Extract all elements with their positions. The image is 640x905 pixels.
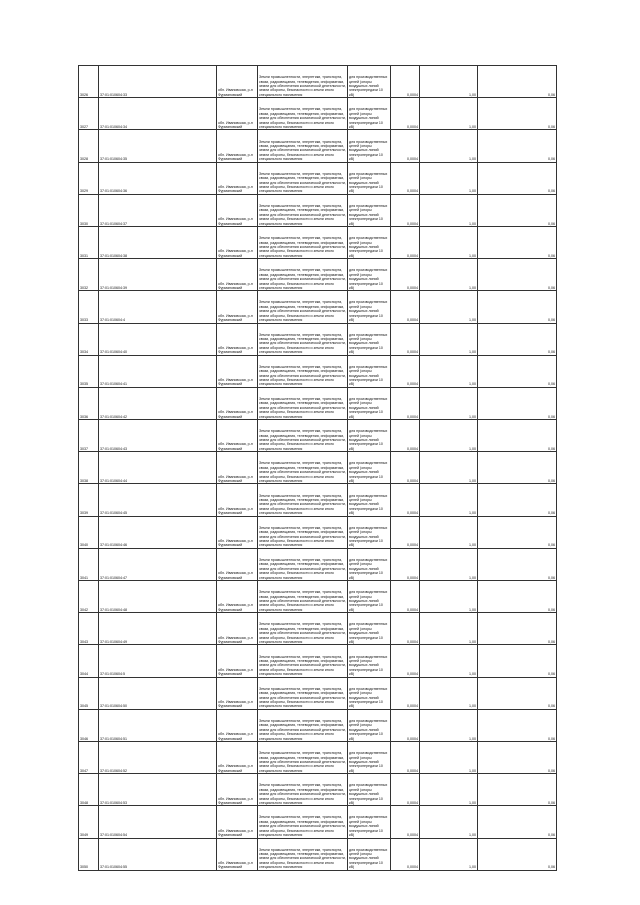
table-row [79,259,557,291]
value1-cell: 1,00 [420,484,478,516]
address-cell: обл. Ивановская, р-н Фурмановский [217,162,258,194]
land-category-cell: Земли промышленности, энергетики, транспорта, связи, радиовещания, телевидения, информатики, земли для обеспечения космической деятельности, земли обороны, безопасности и земли иного специального назначения [258,645,348,677]
table-row [79,130,557,162]
row-number-cell: 3041 [79,548,99,580]
value1-cell: 1,00 [420,66,478,98]
permitted-use-cell: для производственных целей (опоры воздушных линий электропередачи 10 кВ) [348,774,391,806]
table-row [79,806,557,838]
value2-cell: 0,06 [478,548,557,580]
row-number-cell: 3036 [79,387,99,419]
value2-cell: 0,06 [478,484,557,516]
area-cell: 0,0004 [391,774,420,806]
area-cell: 0,0004 [391,291,420,323]
value1-cell: 1,00 [420,516,478,548]
area-cell: 0,0004 [391,484,420,516]
permitted-use-cell: для производственных целей (опоры воздушных линий электропередачи 10 кВ) [348,548,391,580]
area-cell: 0,0004 [391,162,420,194]
table-row [79,581,557,613]
cadastral-number-cell: 37:01:010604:33 [99,66,217,98]
address-cell: обл. Ивановская, р-н Фурмановский [217,323,258,355]
permitted-use-cell: для производственных целей (опоры воздушных линий электропередачи 10 кВ) [348,162,391,194]
land-category-cell: Земли промышленности, энергетики, транспорта, связи, радиовещания, телевидения, информатики, земли для обеспечения космической деятельности, земли обороны, безопасности и земли иного специального назначения [258,677,348,709]
area-cell: 0,0004 [391,323,420,355]
permitted-use-cell: для производственных целей (опоры воздушных линий электропередачи 10 кВ) [348,355,391,387]
permitted-use-cell: для производственных целей (опоры воздушных линий электропередачи 10 кВ) [348,581,391,613]
table-row [79,194,557,226]
cadastral-number-cell: 37:01:010604:50 [99,677,217,709]
row-number-cell: 3042 [79,581,99,613]
permitted-use-cell: для производственных целей (опоры воздушных линий электропередачи 10 кВ) [348,806,391,838]
land-category-cell: Земли промышленности, энергетики, транспорта, связи, радиовещания, телевидения, информатики, земли для обеспечения космической деятельности, земли обороны, безопасности и земли иного специального назначения [258,130,348,162]
row-number-cell: 3032 [79,259,99,291]
permitted-use-cell: для производственных целей (опоры воздушных линий электропередачи 10 кВ) [348,291,391,323]
permitted-use-cell: для производственных целей (опоры воздушных линий электропередачи 10 кВ) [348,66,391,98]
value2-cell: 0,06 [478,259,557,291]
cadastral-number-cell: 37:01:010604:40 [99,323,217,355]
address-cell: обл. Ивановская, р-н Фурмановский [217,98,258,130]
table-row [79,516,557,548]
land-category-cell: Земли промышленности, энергетики, транспорта, связи, радиовещания, телевидения, информатики, земли для обеспечения космической деятельности, земли обороны, безопасности и земли иного специального назначения [258,98,348,130]
permitted-use-cell: для производственных целей (опоры воздушных линий электропередачи 10 кВ) [348,420,391,452]
area-cell: 0,0004 [391,420,420,452]
value2-cell: 0,06 [478,226,557,258]
area-cell: 0,0004 [391,677,420,709]
row-number-cell: 3047 [79,741,99,773]
area-cell: 0,0004 [391,838,420,870]
land-category-cell: Земли промышленности, энергетики, транспорта, связи, радиовещания, телевидения, информатики, земли для обеспечения космической деятельности, земли обороны, безопасности и земли иного специального назначения [258,452,348,484]
cadastral-number-cell: 37:01:010604:38 [99,226,217,258]
value1-cell: 1,00 [420,452,478,484]
table-row [79,98,557,130]
row-number-cell: 3044 [79,645,99,677]
cadastral-number-cell: 37:01:010604:45 [99,484,217,516]
permitted-use-cell: для производственных целей (опоры воздушных линий электропередачи 10 кВ) [348,677,391,709]
value1-cell: 1,00 [420,226,478,258]
land-category-cell: Земли промышленности, энергетики, транспорта, связи, радиовещания, телевидения, информатики, земли для обеспечения космической деятельности, земли обороны, безопасности и земли иного специального назначения [258,774,348,806]
address-cell: обл. Ивановская, р-н Фурмановский [217,259,258,291]
land-category-cell: Земли промышленности, энергетики, транспорта, связи, радиовещания, телевидения, информатики, земли для обеспечения космической деятельности, земли обороны, безопасности и земли иного специального назначения [258,387,348,419]
area-cell: 0,0004 [391,98,420,130]
cadastral-number-cell: 37:01:010604:47 [99,548,217,580]
cadastral-number-cell: 37:01:010604:37 [99,194,217,226]
land-plots-table [78,65,557,871]
cadastral-number-cell: 37:01:010604:55 [99,838,217,870]
table-row [79,355,557,387]
row-number-cell: 3050 [79,838,99,870]
table-row [79,484,557,516]
row-number-cell: 3027 [79,98,99,130]
table-row [79,709,557,741]
area-cell: 0,0004 [391,806,420,838]
land-category-cell: Земли промышленности, энергетики, транспорта, связи, радиовещания, телевидения, информатики, земли для обеспечения космической деятельности, земли обороны, безопасности и земли иного специального назначения [258,162,348,194]
cadastral-number-cell: 37:01:010604:39 [99,259,217,291]
value2-cell: 0,06 [478,66,557,98]
value2-cell: 0,06 [478,130,557,162]
value1-cell: 1,00 [420,677,478,709]
value1-cell: 1,00 [420,98,478,130]
row-number-cell: 3048 [79,774,99,806]
area-cell: 0,0004 [391,613,420,645]
permitted-use-cell: для производственных целей (опоры воздушных линий электропередачи 10 кВ) [348,452,391,484]
cadastral-number-cell: 37:01:010604:41 [99,355,217,387]
table-row [79,162,557,194]
address-cell: обл. Ивановская, р-н Фурмановский [217,226,258,258]
cadastral-number-cell: 37:01:010604:49 [99,613,217,645]
address-cell: обл. Ивановская, р-н Фурмановский [217,581,258,613]
table-row [79,741,557,773]
area-cell: 0,0004 [391,387,420,419]
address-cell: обл. Ивановская, р-н Фурмановский [217,774,258,806]
land-category-cell: Земли промышленности, энергетики, транспорта, связи, радиовещания, телевидения, информатики, земли для обеспечения космической деятельности, земли обороны, безопасности и земли иного специального назначения [258,741,348,773]
cadastral-number-cell: 37:01:010604:54 [99,806,217,838]
address-cell: обл. Ивановская, р-н Фурмановский [217,838,258,870]
land-category-cell: Земли промышленности, энергетики, транспорта, связи, радиовещания, телевидения, информатики, земли для обеспечения космической деятельности, земли обороны, безопасности и земли иного специального назначения [258,613,348,645]
table-row [79,66,557,98]
value1-cell: 1,00 [420,806,478,838]
cadastral-number-cell: 37:01:010604:4 [99,291,217,323]
value2-cell: 0,06 [478,387,557,419]
address-cell: обл. Ивановская, р-н Фурмановский [217,387,258,419]
row-number-cell: 3049 [79,806,99,838]
address-cell: обл. Ивановская, р-н Фурмановский [217,516,258,548]
land-category-cell: Земли промышленности, энергетики, транспорта, связи, радиовещания, телевидения, информатики, земли для обеспечения космической деятельности, земли обороны, безопасности и земли иного специального назначения [258,66,348,98]
area-cell: 0,0004 [391,645,420,677]
value1-cell: 1,00 [420,613,478,645]
permitted-use-cell: для производственных целей (опоры воздушных линий электропередачи 10 кВ) [348,130,391,162]
address-cell: обл. Ивановская, р-н Фурмановский [217,677,258,709]
permitted-use-cell: для производственных целей (опоры воздушных линий электропередачи 10 кВ) [348,226,391,258]
area-cell: 0,0004 [391,259,420,291]
row-number-cell: 3040 [79,516,99,548]
row-number-cell: 3031 [79,226,99,258]
value2-cell: 0,06 [478,838,557,870]
value2-cell: 0,06 [478,645,557,677]
table-row [79,452,557,484]
value1-cell: 1,00 [420,420,478,452]
value1-cell: 1,00 [420,838,478,870]
value1-cell: 1,00 [420,355,478,387]
value2-cell: 0,06 [478,98,557,130]
table-row [79,677,557,709]
cadastral-number-cell: 37:01:010604:53 [99,774,217,806]
cadastral-number-cell: 37:01:010604:51 [99,709,217,741]
table-row [79,838,557,870]
permitted-use-cell: для производственных целей (опоры воздушных линий электропередачи 10 кВ) [348,838,391,870]
permitted-use-cell: для производственных целей (опоры воздушных линий электропередачи 10 кВ) [348,323,391,355]
address-cell: обл. Ивановская, р-н Фурмановский [217,613,258,645]
permitted-use-cell: для производственных целей (опоры воздушных линий электропередачи 10 кВ) [348,98,391,130]
cadastral-number-cell: 37:01:010604:35 [99,130,217,162]
area-cell: 0,0004 [391,66,420,98]
value2-cell: 0,06 [478,741,557,773]
value2-cell: 0,06 [478,709,557,741]
cadastral-number-cell: 37:01:010604:46 [99,516,217,548]
cadastral-number-cell: 37:01:010604:48 [99,581,217,613]
table-row [79,387,557,419]
permitted-use-cell: для производственных целей (опоры воздушных линий электропередачи 10 кВ) [348,709,391,741]
address-cell: обл. Ивановская, р-н Фурмановский [217,806,258,838]
value2-cell: 0,06 [478,774,557,806]
land-category-cell: Земли промышленности, энергетики, транспорта, связи, радиовещания, телевидения, информатики, земли для обеспечения космической деятельности, земли обороны, безопасности и земли иного специального назначения [258,323,348,355]
cadastral-number-cell: 37:01:010604:44 [99,452,217,484]
table-row [79,291,557,323]
value2-cell: 0,06 [478,581,557,613]
table-row [79,420,557,452]
value1-cell: 1,00 [420,130,478,162]
row-number-cell: 3045 [79,677,99,709]
table-row [79,548,557,580]
row-number-cell: 3043 [79,613,99,645]
value2-cell: 0,06 [478,806,557,838]
table-body [79,66,557,871]
value2-cell: 0,06 [478,613,557,645]
value1-cell: 1,00 [420,387,478,419]
address-cell: обл. Ивановская, р-н Фурмановский [217,484,258,516]
land-category-cell: Земли промышленности, энергетики, транспорта, связи, радиовещания, телевидения, информатики, земли для обеспечения космической деятельности, земли обороны, безопасности и земли иного специального назначения [258,355,348,387]
value2-cell: 0,06 [478,420,557,452]
cadastral-number-cell: 37:01:010604:34 [99,98,217,130]
value2-cell: 0,06 [478,677,557,709]
permitted-use-cell: для производственных целей (опоры воздушных линий электропередачи 10 кВ) [348,259,391,291]
row-number-cell: 3033 [79,291,99,323]
land-category-cell: Земли промышленности, энергетики, транспорта, связи, радиовещания, телевидения, информатики, земли для обеспечения космической деятельности, земли обороны, безопасности и земли иного специального назначения [258,709,348,741]
value1-cell: 1,00 [420,645,478,677]
permitted-use-cell: для производственных целей (опоры воздушных линий электропередачи 10 кВ) [348,741,391,773]
address-cell: обл. Ивановская, р-н Фурмановский [217,194,258,226]
address-cell: обл. Ивановская, р-н Фурмановский [217,548,258,580]
value1-cell: 1,00 [420,741,478,773]
land-category-cell: Земли промышленности, энергетики, транспорта, связи, радиовещания, телевидения, информатики, земли для обеспечения космической деятельности, земли обороны, безопасности и земли иного специального назначения [258,259,348,291]
address-cell: обл. Ивановская, р-н Фурмановский [217,420,258,452]
area-cell: 0,0004 [391,194,420,226]
permitted-use-cell: для производственных целей (опоры воздушных линий электропередачи 10 кВ) [348,645,391,677]
area-cell: 0,0004 [391,516,420,548]
cadastral-number-cell: 37:01:010604:36 [99,162,217,194]
table-row [79,645,557,677]
land-category-cell: Земли промышленности, энергетики, транспорта, связи, радиовещания, телевидения, информатики, земли для обеспечения космической деятельности, земли обороны, безопасности и земли иного специального назначения [258,806,348,838]
value1-cell: 1,00 [420,581,478,613]
address-cell: обл. Ивановская, р-н Фурмановский [217,741,258,773]
permitted-use-cell: для производственных целей (опоры воздушных линий электропередачи 10 кВ) [348,194,391,226]
value2-cell: 0,06 [478,355,557,387]
value2-cell: 0,06 [478,291,557,323]
area-cell: 0,0004 [391,548,420,580]
land-category-cell: Земли промышленности, энергетики, транспорта, связи, радиовещания, телевидения, информатики, земли для обеспечения космической деятельности, земли обороны, безопасности и земли иного специального назначения [258,420,348,452]
row-number-cell: 3035 [79,355,99,387]
document-sheet [78,65,556,871]
table-row [79,323,557,355]
value1-cell: 1,00 [420,259,478,291]
row-number-cell: 3037 [79,420,99,452]
value2-cell: 0,06 [478,516,557,548]
value1-cell: 1,00 [420,291,478,323]
land-category-cell: Земли промышленности, энергетики, транспорта, связи, радиовещания, телевидения, информатики, земли для обеспечения космической деятельности, земли обороны, безопасности и земли иного специального назначения [258,581,348,613]
land-category-cell: Земли промышленности, энергетики, транспорта, связи, радиовещания, телевидения, информатики, земли для обеспечения космической деятельности, земли обороны, безопасности и земли иного специального назначения [258,226,348,258]
area-cell: 0,0004 [391,130,420,162]
cadastral-number-cell: 37:01:010604:5 [99,645,217,677]
land-category-cell: Земли промышленности, энергетики, транспорта, связи, радиовещания, телевидения, информатики, земли для обеспечения космической деятельности, земли обороны, безопасности и земли иного специального назначения [258,291,348,323]
cadastral-number-cell: 37:01:010604:52 [99,741,217,773]
value1-cell: 1,00 [420,548,478,580]
cadastral-number-cell: 37:01:010604:43 [99,420,217,452]
area-cell: 0,0004 [391,226,420,258]
land-category-cell: Земли промышленности, энергетики, транспорта, связи, радиовещания, телевидения, информатики, земли для обеспечения космической деятельности, земли обороны, безопасности и земли иного специального назначения [258,548,348,580]
row-number-cell: 3028 [79,130,99,162]
value2-cell: 0,06 [478,452,557,484]
land-category-cell: Земли промышленности, энергетики, транспорта, связи, радиовещания, телевидения, информатики, земли для обеспечения космической деятельности, земли обороны, безопасности и земли иного специального назначения [258,194,348,226]
row-number-cell: 3046 [79,709,99,741]
table-row [79,226,557,258]
value1-cell: 1,00 [420,774,478,806]
address-cell: обл. Ивановская, р-н Фурмановский [217,355,258,387]
land-category-cell: Земли промышленности, энергетики, транспорта, связи, радиовещания, телевидения, информатики, земли для обеспечения космической деятельности, земли обороны, безопасности и земли иного специального назначения [258,484,348,516]
cadastral-number-cell: 37:01:010604:42 [99,387,217,419]
row-number-cell: 3038 [79,452,99,484]
value2-cell: 0,06 [478,162,557,194]
value1-cell: 1,00 [420,709,478,741]
row-number-cell: 3029 [79,162,99,194]
area-cell: 0,0004 [391,581,420,613]
address-cell: обл. Ивановская, р-н Фурмановский [217,645,258,677]
area-cell: 0,0004 [391,355,420,387]
land-category-cell: Земли промышленности, энергетики, транспорта, связи, радиовещания, телевидения, информатики, земли для обеспечения космической деятельности, земли обороны, безопасности и земли иного специального назначения [258,838,348,870]
area-cell: 0,0004 [391,452,420,484]
address-cell: обл. Ивановская, р-н Фурмановский [217,452,258,484]
permitted-use-cell: для производственных целей (опоры воздушных линий электропередачи 10 кВ) [348,484,391,516]
address-cell: обл. Ивановская, р-н Фурмановский [217,709,258,741]
value1-cell: 1,00 [420,194,478,226]
value2-cell: 0,06 [478,194,557,226]
row-number-cell: 3026 [79,66,99,98]
address-cell: обл. Ивановская, р-н Фурмановский [217,66,258,98]
table-row [79,613,557,645]
address-cell: обл. Ивановская, р-н Фурмановский [217,291,258,323]
address-cell: обл. Ивановская, р-н Фурмановский [217,130,258,162]
area-cell: 0,0004 [391,741,420,773]
row-number-cell: 3034 [79,323,99,355]
value1-cell: 1,00 [420,162,478,194]
table-row [79,774,557,806]
value1-cell: 1,00 [420,323,478,355]
area-cell: 0,0004 [391,709,420,741]
land-category-cell: Земли промышленности, энергетики, транспорта, связи, радиовещания, телевидения, информатики, земли для обеспечения космической деятельности, земли обороны, безопасности и земли иного специального назначения [258,516,348,548]
permitted-use-cell: для производственных целей (опоры воздушных линий электропередачи 10 кВ) [348,516,391,548]
row-number-cell: 3039 [79,484,99,516]
value2-cell: 0,06 [478,323,557,355]
permitted-use-cell: для производственных целей (опоры воздушных линий электропередачи 10 кВ) [348,613,391,645]
permitted-use-cell: для производственных целей (опоры воздушных линий электропередачи 10 кВ) [348,387,391,419]
row-number-cell: 3030 [79,194,99,226]
